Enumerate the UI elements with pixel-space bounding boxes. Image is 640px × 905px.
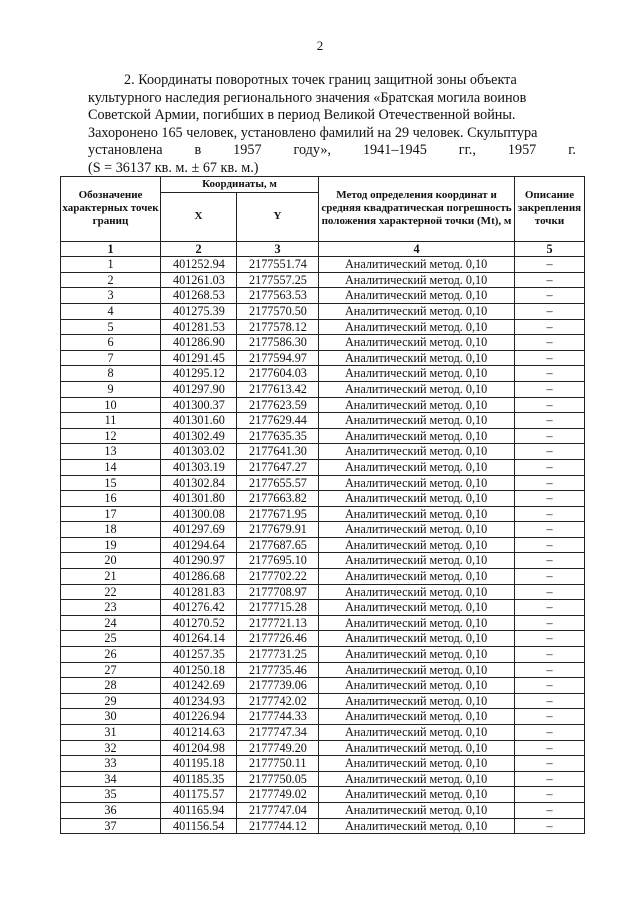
table-row <box>61 787 585 803</box>
table-row <box>61 350 585 366</box>
table-row <box>61 740 585 756</box>
column-number: 1 <box>61 241 161 257</box>
method-cell: Аналитический метод. 0,10 <box>319 725 515 741</box>
point-number: 1 <box>61 257 161 273</box>
table-row <box>61 802 585 818</box>
table-row <box>61 491 585 507</box>
fixing-cell: – <box>515 584 585 600</box>
point-number: 9 <box>61 381 161 397</box>
y-coordinate: 2177629.44 <box>237 413 319 429</box>
table-row <box>61 397 585 413</box>
fixing-cell: – <box>515 802 585 818</box>
x-coordinate: 401214.63 <box>161 725 237 741</box>
x-coordinate: 401234.93 <box>161 693 237 709</box>
method-cell: Аналитический метод. 0,10 <box>319 303 515 319</box>
point-number: 31 <box>61 725 161 741</box>
method-cell: Аналитический метод. 0,10 <box>319 553 515 569</box>
point-number: 20 <box>61 553 161 569</box>
intro-word: году», <box>293 142 331 159</box>
intro-word: установлена <box>88 142 163 159</box>
fixing-cell: – <box>515 319 585 335</box>
y-coordinate: 2177578.12 <box>237 319 319 335</box>
fixing-cell: – <box>515 397 585 413</box>
point-number: 11 <box>61 413 161 429</box>
table-row <box>61 615 585 631</box>
x-coordinate: 401300.08 <box>161 506 237 522</box>
table-row <box>61 459 585 475</box>
method-cell: Аналитический метод. 0,10 <box>319 615 515 631</box>
fixing-cell: – <box>515 444 585 460</box>
intro-line-2: культурного наследия регионального значения «Братская могила воинов <box>88 89 527 106</box>
page-number: 2 <box>316 38 324 53</box>
x-coordinate: 401301.80 <box>161 491 237 507</box>
point-number: 34 <box>61 771 161 787</box>
y-coordinate: 2177570.50 <box>237 303 319 319</box>
x-coordinate: 401290.97 <box>161 553 237 569</box>
fixing-cell: – <box>515 475 585 491</box>
fixing-cell: – <box>515 693 585 709</box>
table-row <box>61 319 585 335</box>
y-coordinate: 2177715.28 <box>237 600 319 616</box>
point-number: 23 <box>61 600 161 616</box>
point-number: 33 <box>61 756 161 772</box>
x-coordinate: 401270.52 <box>161 615 237 631</box>
point-number: 5 <box>61 319 161 335</box>
y-coordinate: 2177647.27 <box>237 459 319 475</box>
table-row <box>61 272 585 288</box>
fixing-cell: – <box>515 740 585 756</box>
method-cell: Аналитический метод. 0,10 <box>319 444 515 460</box>
intro-word: в <box>194 142 202 159</box>
y-coordinate: 2177749.20 <box>237 740 319 756</box>
fixing-cell: – <box>515 288 585 304</box>
point-number: 14 <box>61 459 161 475</box>
method-cell: Аналитический метод. 0,10 <box>319 756 515 772</box>
y-coordinate: 2177747.04 <box>237 802 319 818</box>
table-row <box>61 303 585 319</box>
fixing-cell: – <box>515 771 585 787</box>
method-cell: Аналитический метод. 0,10 <box>319 787 515 803</box>
method-cell: Аналитический метод. 0,10 <box>319 428 515 444</box>
y-coordinate: 2177708.97 <box>237 584 319 600</box>
table-row <box>61 600 585 616</box>
point-number: 18 <box>61 522 161 538</box>
y-coordinate: 2177557.25 <box>237 272 319 288</box>
y-coordinate: 2177551.74 <box>237 257 319 273</box>
point-number: 27 <box>61 662 161 678</box>
fixing-cell: – <box>515 756 585 772</box>
x-coordinate: 401195.18 <box>161 756 237 772</box>
x-coordinate: 401268.53 <box>161 288 237 304</box>
x-coordinate: 401185.35 <box>161 771 237 787</box>
y-coordinate: 2177679.91 <box>237 522 319 538</box>
fixing-cell: – <box>515 787 585 803</box>
fixing-cell: – <box>515 725 585 741</box>
point-number: 22 <box>61 584 161 600</box>
x-coordinate: 401261.03 <box>161 272 237 288</box>
table-row <box>61 771 585 787</box>
header-designation: Обозначение характерных точек границ <box>61 177 161 242</box>
x-coordinate: 401276.42 <box>161 600 237 616</box>
table-body <box>61 257 585 834</box>
y-coordinate: 2177742.02 <box>237 693 319 709</box>
point-number: 13 <box>61 444 161 460</box>
table-row <box>61 647 585 663</box>
method-cell: Аналитический метод. 0,10 <box>319 678 515 694</box>
method-cell: Аналитический метод. 0,10 <box>319 740 515 756</box>
point-number: 3 <box>61 288 161 304</box>
y-coordinate: 2177731.25 <box>237 647 319 663</box>
point-number: 10 <box>61 397 161 413</box>
fixing-cell: – <box>515 553 585 569</box>
y-coordinate: 2177586.30 <box>237 335 319 351</box>
method-cell: Аналитический метод. 0,10 <box>319 475 515 491</box>
method-cell: Аналитический метод. 0,10 <box>319 818 515 834</box>
method-cell: Аналитический метод. 0,10 <box>319 459 515 475</box>
header-x: X <box>161 192 237 241</box>
table-row <box>61 709 585 725</box>
x-coordinate: 401165.94 <box>161 802 237 818</box>
point-number: 12 <box>61 428 161 444</box>
point-number: 37 <box>61 818 161 834</box>
fixing-cell: – <box>515 413 585 429</box>
point-number: 36 <box>61 802 161 818</box>
point-number: 6 <box>61 335 161 351</box>
y-coordinate: 2177563.53 <box>237 288 319 304</box>
y-coordinate: 2177726.46 <box>237 631 319 647</box>
fixing-cell: – <box>515 506 585 522</box>
method-cell: Аналитический метод. 0,10 <box>319 600 515 616</box>
method-cell: Аналитический метод. 0,10 <box>319 709 515 725</box>
x-coordinate: 401295.12 <box>161 366 237 382</box>
table-row <box>61 366 585 382</box>
x-coordinate: 401250.18 <box>161 662 237 678</box>
x-coordinate: 401242.69 <box>161 678 237 694</box>
method-cell: Аналитический метод. 0,10 <box>319 272 515 288</box>
method-cell: Аналитический метод. 0,10 <box>319 569 515 585</box>
x-coordinate: 401281.83 <box>161 584 237 600</box>
fixing-cell: – <box>515 381 585 397</box>
x-coordinate: 401302.84 <box>161 475 237 491</box>
table-row <box>61 756 585 772</box>
point-number: 21 <box>61 569 161 585</box>
point-number: 16 <box>61 491 161 507</box>
fixing-cell: – <box>515 537 585 553</box>
method-cell: Аналитический метод. 0,10 <box>319 335 515 351</box>
column-number: 5 <box>515 241 585 257</box>
x-coordinate: 401175.57 <box>161 787 237 803</box>
fixing-cell: – <box>515 662 585 678</box>
intro-line-6: (S = 36137 кв. м. ± 67 кв. м.) <box>88 159 259 176</box>
intro-word: 1941–1945 <box>362 142 427 159</box>
x-coordinate: 401286.90 <box>161 335 237 351</box>
method-cell: Аналитический метод. 0,10 <box>319 522 515 538</box>
method-cell: Аналитический метод. 0,10 <box>319 288 515 304</box>
point-number: 28 <box>61 678 161 694</box>
point-number: 25 <box>61 631 161 647</box>
intro-word: 1957 <box>233 142 262 159</box>
method-cell: Аналитический метод. 0,10 <box>319 366 515 382</box>
x-coordinate: 401286.68 <box>161 569 237 585</box>
method-cell: Аналитический метод. 0,10 <box>319 257 515 273</box>
method-cell: Аналитический метод. 0,10 <box>319 506 515 522</box>
method-cell: Аналитический метод. 0,10 <box>319 662 515 678</box>
method-cell: Аналитический метод. 0,10 <box>319 537 515 553</box>
fixing-cell: – <box>515 459 585 475</box>
method-cell: Аналитический метод. 0,10 <box>319 802 515 818</box>
point-number: 17 <box>61 506 161 522</box>
table-row <box>61 662 585 678</box>
fixing-cell: – <box>515 428 585 444</box>
y-coordinate: 2177641.30 <box>237 444 319 460</box>
x-coordinate: 401275.39 <box>161 303 237 319</box>
point-number: 24 <box>61 615 161 631</box>
x-coordinate: 401264.14 <box>161 631 237 647</box>
y-coordinate: 2177749.02 <box>237 787 319 803</box>
y-coordinate: 2177747.34 <box>237 725 319 741</box>
header-coordinates: Координаты, м <box>161 177 319 193</box>
fixing-cell: – <box>515 569 585 585</box>
x-coordinate: 401301.60 <box>161 413 237 429</box>
x-coordinate: 401226.94 <box>161 709 237 725</box>
fixing-cell: – <box>515 647 585 663</box>
table-row <box>61 257 585 273</box>
y-coordinate: 2177750.05 <box>237 771 319 787</box>
point-number: 29 <box>61 693 161 709</box>
table-row <box>61 381 585 397</box>
intro-word: 1957 <box>507 142 537 159</box>
point-number: 26 <box>61 647 161 663</box>
x-coordinate: 401297.69 <box>161 522 237 538</box>
fixing-cell: – <box>515 522 585 538</box>
header-y: Y <box>237 192 319 241</box>
y-coordinate: 2177744.33 <box>237 709 319 725</box>
x-coordinate: 401303.02 <box>161 444 237 460</box>
x-coordinate: 401156.54 <box>161 818 237 834</box>
fixing-cell: – <box>515 350 585 366</box>
y-coordinate: 2177604.03 <box>237 366 319 382</box>
point-number: 35 <box>61 787 161 803</box>
table-row <box>61 569 585 585</box>
fixing-cell: – <box>515 600 585 616</box>
method-cell: Аналитический метод. 0,10 <box>319 350 515 366</box>
point-number: 19 <box>61 537 161 553</box>
table-row <box>61 428 585 444</box>
x-coordinate: 401297.90 <box>161 381 237 397</box>
y-coordinate: 2177695.10 <box>237 553 319 569</box>
fixing-cell: – <box>515 491 585 507</box>
method-cell: Аналитический метод. 0,10 <box>319 413 515 429</box>
y-coordinate: 2177663.82 <box>237 491 319 507</box>
fixing-cell: – <box>515 257 585 273</box>
table-row <box>61 553 585 569</box>
table-row <box>61 522 585 538</box>
x-coordinate: 401204.98 <box>161 740 237 756</box>
method-cell: Аналитический метод. 0,10 <box>319 584 515 600</box>
table-row <box>61 413 585 429</box>
intro-line-5 <box>88 142 576 160</box>
point-number: 4 <box>61 303 161 319</box>
fixing-cell: – <box>515 272 585 288</box>
y-coordinate: 2177671.95 <box>237 506 319 522</box>
intro-line-4: Захоронено 165 человек, установлено фамилий на 29 человек. Скульптура <box>88 124 538 141</box>
column-number: 2 <box>161 241 237 257</box>
table-row <box>61 631 585 647</box>
y-coordinate: 2177744.12 <box>237 818 319 834</box>
x-coordinate: 401302.49 <box>161 428 237 444</box>
table-row <box>61 678 585 694</box>
method-cell: Аналитический метод. 0,10 <box>319 397 515 413</box>
y-coordinate: 2177735.46 <box>237 662 319 678</box>
y-coordinate: 2177635.35 <box>237 428 319 444</box>
fixing-cell: – <box>515 303 585 319</box>
y-coordinate: 2177687.65 <box>237 537 319 553</box>
column-number: 4 <box>319 241 515 257</box>
table-row <box>61 288 585 304</box>
table-row <box>61 584 585 600</box>
method-cell: Аналитический метод. 0,10 <box>319 631 515 647</box>
x-coordinate: 401294.64 <box>161 537 237 553</box>
header-fixing: Описание закрепления точки <box>515 177 585 242</box>
intro-word: гг., <box>458 142 476 159</box>
y-coordinate: 2177623.59 <box>237 397 319 413</box>
intro-word: г. <box>568 142 576 159</box>
table-row <box>61 725 585 741</box>
table-row <box>61 693 585 709</box>
fixing-cell: – <box>515 709 585 725</box>
x-coordinate: 401281.53 <box>161 319 237 335</box>
method-cell: Аналитический метод. 0,10 <box>319 491 515 507</box>
table-row <box>61 444 585 460</box>
x-coordinate: 401257.35 <box>161 647 237 663</box>
table-row <box>61 335 585 351</box>
method-cell: Аналитический метод. 0,10 <box>319 381 515 397</box>
table-row <box>61 475 585 491</box>
fixing-cell: – <box>515 818 585 834</box>
y-coordinate: 2177721.13 <box>237 615 319 631</box>
y-coordinate: 2177655.57 <box>237 475 319 491</box>
y-coordinate: 2177594.97 <box>237 350 319 366</box>
fixing-cell: – <box>515 366 585 382</box>
point-number: 7 <box>61 350 161 366</box>
method-cell: Аналитический метод. 0,10 <box>319 647 515 663</box>
header-method: Метод определения координат и средняя квадратическая погрешность положения характерной точки (Mt), м <box>319 177 515 242</box>
x-coordinate: 401303.19 <box>161 459 237 475</box>
intro-line-1: 2. Координаты поворотных точек границ защитной зоны объекта <box>124 72 517 88</box>
intro-paragraph <box>88 72 576 178</box>
x-coordinate: 401252.94 <box>161 257 237 273</box>
coordinates-table <box>60 176 585 834</box>
column-number: 3 <box>237 241 319 257</box>
x-coordinate: 401291.45 <box>161 350 237 366</box>
point-number: 30 <box>61 709 161 725</box>
y-coordinate: 2177613.42 <box>237 381 319 397</box>
method-cell: Аналитический метод. 0,10 <box>319 693 515 709</box>
table-row <box>61 537 585 553</box>
point-number: 15 <box>61 475 161 491</box>
method-cell: Аналитический метод. 0,10 <box>319 771 515 787</box>
y-coordinate: 2177739.06 <box>237 678 319 694</box>
fixing-cell: – <box>515 335 585 351</box>
point-number: 32 <box>61 740 161 756</box>
x-coordinate: 401300.37 <box>161 397 237 413</box>
point-number: 8 <box>61 366 161 382</box>
fixing-cell: – <box>515 631 585 647</box>
fixing-cell: – <box>515 615 585 631</box>
y-coordinate: 2177702.22 <box>237 569 319 585</box>
table-row <box>61 506 585 522</box>
fixing-cell: – <box>515 678 585 694</box>
table-row <box>61 818 585 834</box>
intro-line-3: Советской Армии, погибших в период Великой Отечественной войны. <box>88 107 516 124</box>
y-coordinate: 2177750.11 <box>237 756 319 772</box>
point-number: 2 <box>61 272 161 288</box>
method-cell: Аналитический метод. 0,10 <box>319 319 515 335</box>
